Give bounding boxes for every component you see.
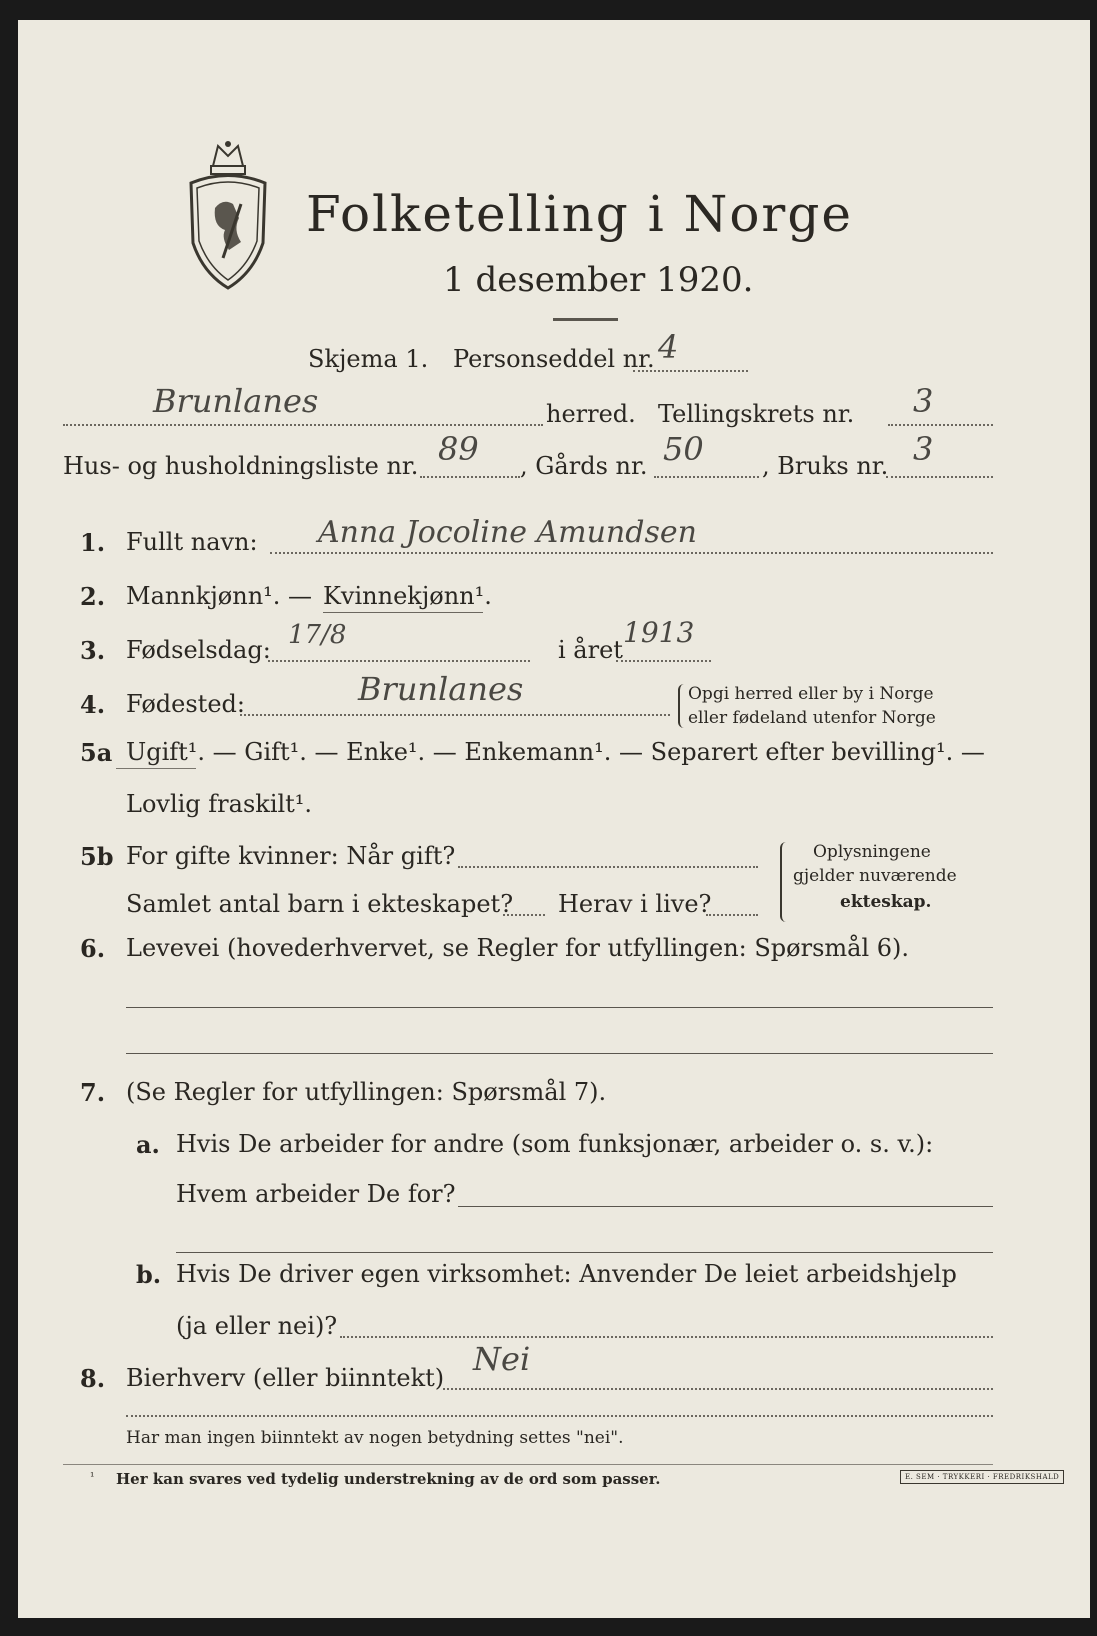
q4-label: Fødested: xyxy=(126,690,245,718)
tellingskrets-value: 3 xyxy=(913,382,934,420)
bleed-through-text xyxy=(968,105,974,129)
footnote-mark: ¹ xyxy=(90,1470,95,1483)
q3-label: Fødselsdag: xyxy=(126,636,271,664)
q2-separator: — xyxy=(288,582,312,610)
q5b-barn-line xyxy=(503,914,545,916)
q1-full-name: Anna Jocoline Amundsen xyxy=(318,515,697,550)
q5b-live-line xyxy=(706,914,758,916)
q8-number: 8. xyxy=(80,1364,106,1393)
q7a-line-1: Hvis De arbeider for andre (som funksjonær, arbeider o. s. v.): xyxy=(176,1130,934,1158)
q7-number: 7. xyxy=(80,1078,106,1107)
q5a-ugift-underline xyxy=(116,768,196,769)
q2-kvinne: Kvinnekjønn¹. xyxy=(323,582,492,610)
personseddel-field-line xyxy=(633,370,748,372)
q3-field-line xyxy=(268,660,530,662)
husliste-value: 89 xyxy=(438,430,479,468)
q5b-brace xyxy=(780,842,788,922)
skjema-label: Skjema 1. xyxy=(308,345,429,373)
q5a-line-2: Lovlig fraskilt¹. xyxy=(126,790,313,818)
q2-mann: Mannkjønn¹. xyxy=(126,582,281,610)
q1-label: Fullt navn: xyxy=(126,528,258,556)
q1-number: 1. xyxy=(80,528,106,557)
q3-birthday: 17/8 xyxy=(288,620,347,650)
q8-field-line xyxy=(443,1388,993,1390)
husliste-field-line xyxy=(420,476,520,478)
q3-aaret-label: i året xyxy=(558,636,623,664)
personseddel-label: Personseddel nr. xyxy=(453,345,655,373)
q6-answer-line-2 xyxy=(126,1053,993,1054)
q7-label: (Se Regler for utfyllingen: Spørsmål 7). xyxy=(126,1078,607,1106)
printer-stamp: E. SEM · TRYKKERI · FREDRIKSHALD xyxy=(900,1470,1064,1484)
q1-field-line xyxy=(270,552,993,554)
q7b-answer-line xyxy=(340,1336,993,1338)
q6-answer-line-1 xyxy=(126,1007,993,1008)
q7b-letter: b. xyxy=(136,1260,162,1289)
q4-number: 4. xyxy=(80,690,106,719)
footnote: Her kan svares ved tydelig understrekning av de ord som passer. xyxy=(116,1470,661,1488)
herred-field-line xyxy=(63,424,543,426)
q7a-answer-line xyxy=(458,1206,993,1207)
tellingskrets-label: Tellingskrets nr. xyxy=(658,400,855,428)
gards-value: 50 xyxy=(663,430,704,468)
q3-year-line xyxy=(616,660,711,662)
q4-brace xyxy=(678,684,686,728)
q8-value: Nei xyxy=(473,1340,531,1378)
q7b-line-1: Hvis De driver egen virksomhet: Anvender De leiet arbeidshjelp xyxy=(176,1260,957,1288)
q4-note-2: eller fødeland utenfor Norge xyxy=(688,708,936,728)
tellingskrets-field-line xyxy=(888,424,993,426)
q7a-answer-line-2 xyxy=(176,1252,993,1253)
q6-label: Levevei (hovederhvervet, se Regler for utfyllingen: Spørsmål 6). xyxy=(126,934,910,962)
q5b-line-1: For gifte kvinner: Når gift? xyxy=(126,842,456,870)
bruks-value: 3 xyxy=(913,430,934,468)
coat-of-arms-icon xyxy=(183,138,273,293)
q3-year: 1913 xyxy=(623,616,695,649)
q7b-line-2: (ja eller nei)? xyxy=(176,1312,338,1340)
title-divider xyxy=(553,318,618,321)
herred-label: herred. xyxy=(546,400,636,428)
q3-number: 3. xyxy=(80,636,106,665)
q5a-number: 5a xyxy=(80,738,113,767)
footer-note: Har man ingen biinntekt av nogen betydning settes "nei". xyxy=(126,1428,624,1448)
husliste-label: Hus- og husholdningsliste nr. xyxy=(63,452,419,480)
q5b-line-2a: Samlet antal barn i ekteskapet? xyxy=(126,890,514,918)
bruks-field-line xyxy=(886,476,993,478)
q5b-note-2: gjelder nuværende xyxy=(793,866,957,886)
q7a-letter: a. xyxy=(136,1130,160,1159)
q5b-line-2b: Herav i live? xyxy=(558,890,712,918)
q5b-gift-line xyxy=(458,866,758,868)
gards-label: , Gårds nr. xyxy=(520,452,648,480)
q8-answer-line-2 xyxy=(126,1415,993,1417)
q7a-line-2: Hvem arbeider De for? xyxy=(176,1180,456,1208)
footer-divider xyxy=(63,1464,993,1465)
q6-number: 6. xyxy=(80,934,106,963)
census-date: 1 desember 1920. xyxy=(443,260,754,300)
personseddel-value: 4 xyxy=(658,328,679,366)
bruks-label: , Bruks nr. xyxy=(762,452,889,480)
herred-value: Brunlanes xyxy=(153,382,319,420)
q5b-note-3: ekteskap. xyxy=(840,892,932,912)
q2-kvinne-underline xyxy=(323,612,483,613)
q4-field-line xyxy=(240,714,670,716)
census-form-page xyxy=(18,20,1090,1618)
q5a-line-1: Ugift¹. — Gift¹. — Enke¹. — Enkemann¹. — Separert efter bevilling¹. — xyxy=(126,738,985,766)
q8-label: Bierhverv (eller biinntekt) xyxy=(126,1364,445,1392)
q4-birthplace: Brunlanes xyxy=(358,670,524,708)
page-title: Folketelling i Norge xyxy=(306,185,853,243)
q5b-number: 5b xyxy=(80,842,114,871)
gards-field-line xyxy=(654,476,759,478)
q5b-note-1: Oplysningene xyxy=(813,842,931,862)
q2-number: 2. xyxy=(80,582,106,611)
q4-note-1: Opgi herred eller by i Norge xyxy=(688,684,934,704)
